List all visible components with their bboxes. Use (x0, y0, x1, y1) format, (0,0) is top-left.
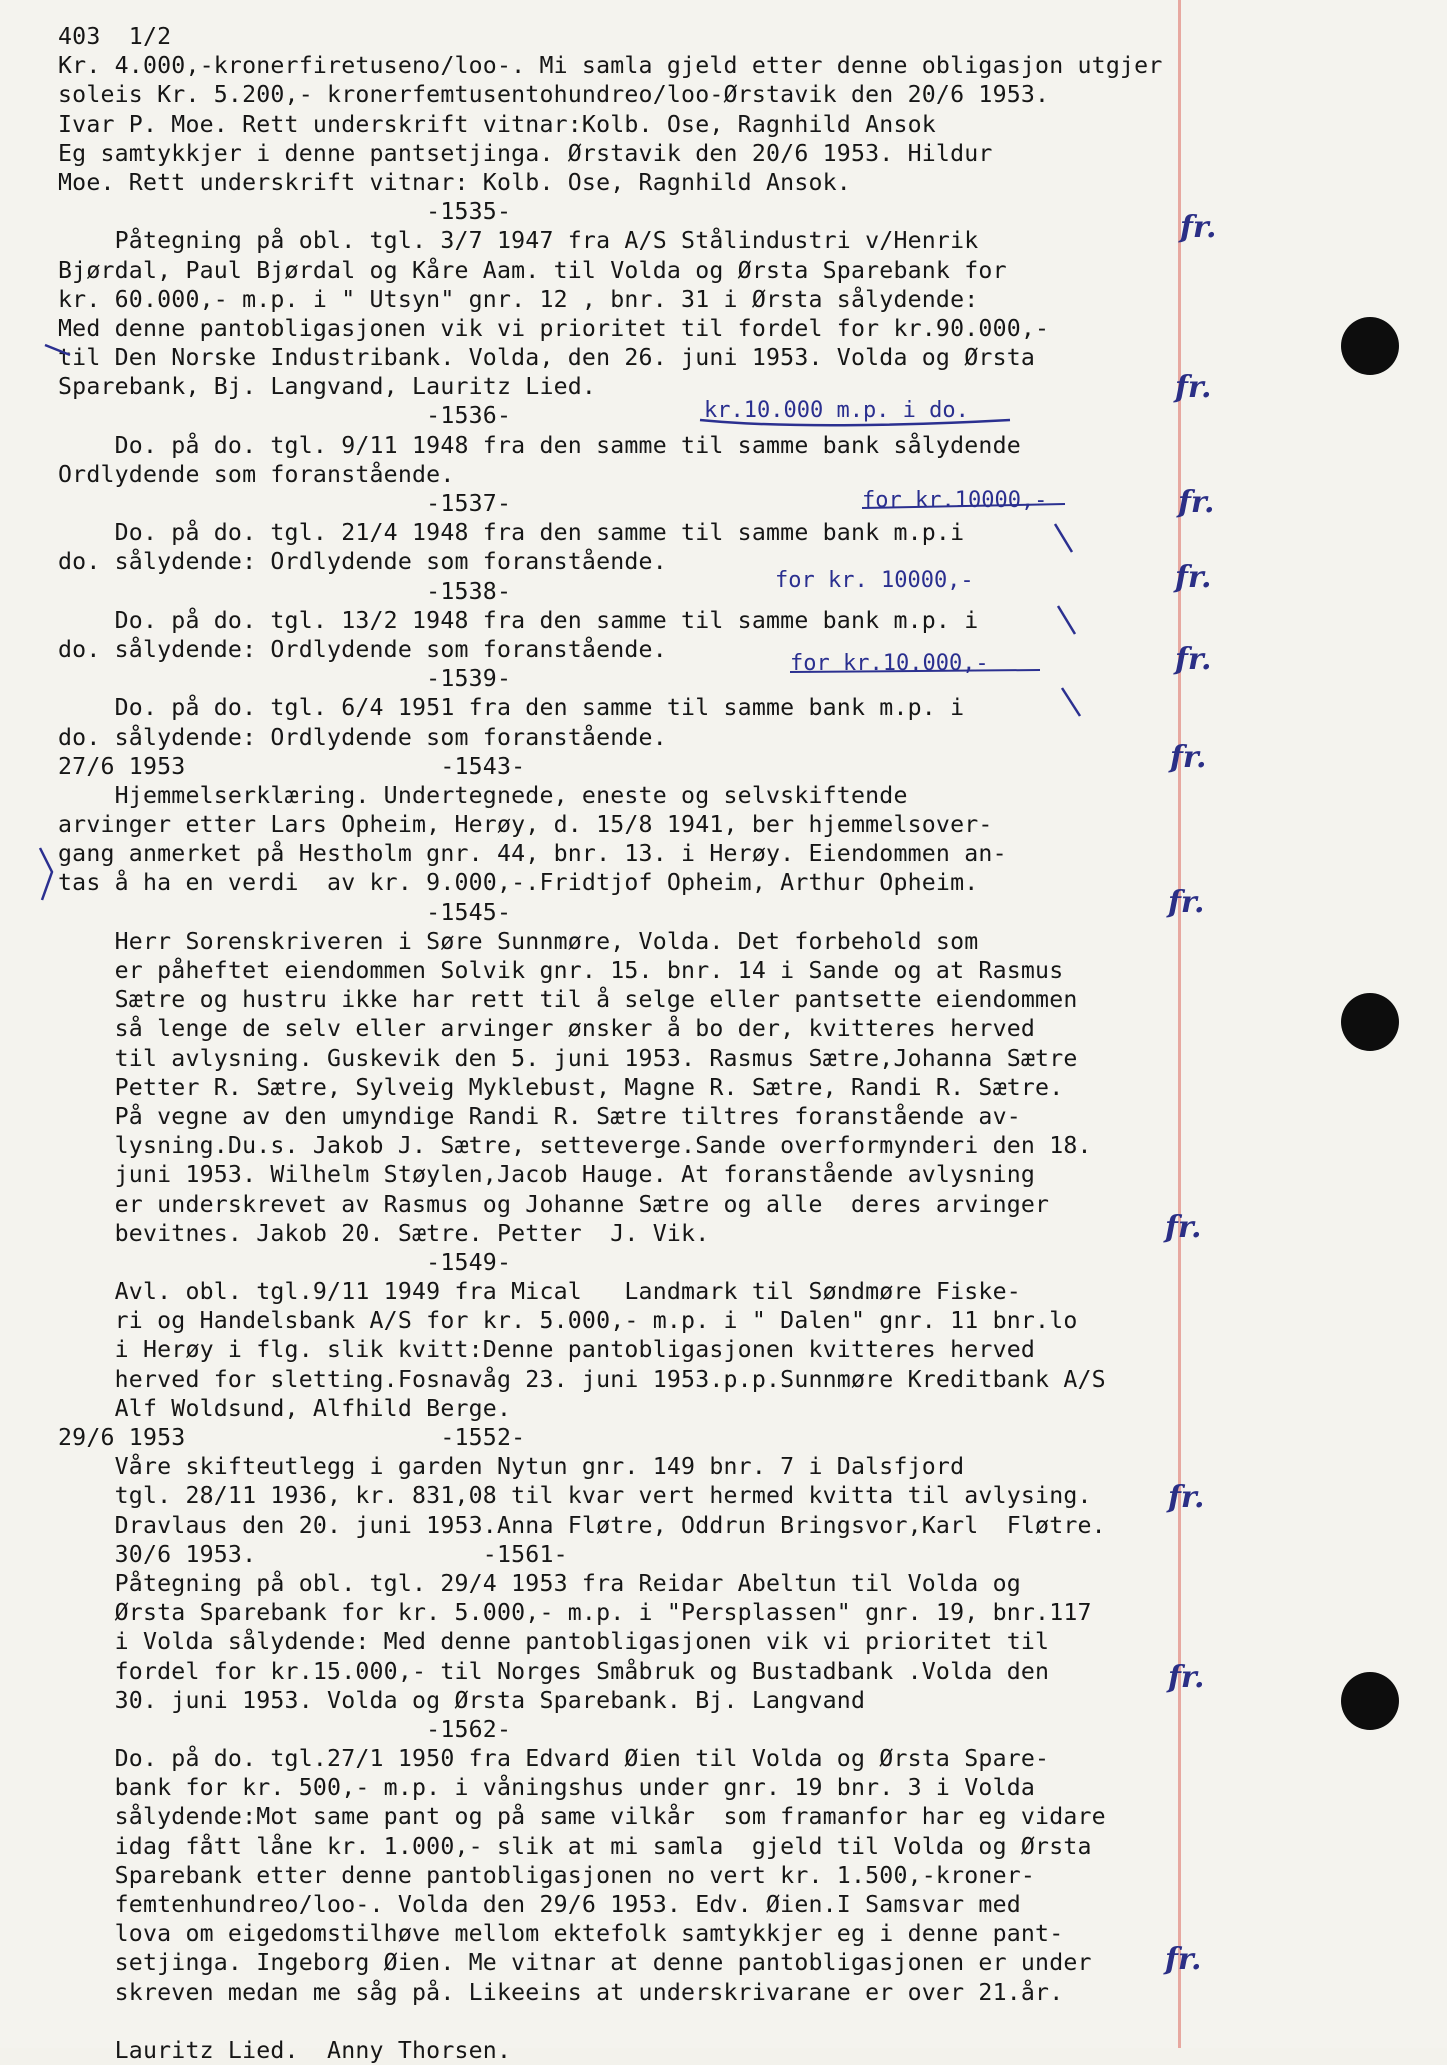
initials-1539: fr. (1175, 642, 1212, 677)
text-line: Påtegning på obl. tgl. 29/4 1953 fra Reidar Abeltun til Volda og (58, 1569, 1021, 1597)
text-line: Do. på do. tgl. 21/4 1948 fra den samme til samme bank m.p.i (58, 519, 965, 547)
text-line: Kr. 4.000,-kronerfiretuseno/loo-. Mi samla gjeld etter denne obligasjon utgjer (58, 52, 1163, 80)
text-line: Dravlaus den 20. juni 1953.Anna Fløtre, Oddrun Bringsvor,Karl Fløtre. (58, 1511, 1106, 1539)
text-line: er underskrevet av Rasmus og Johanne Sætre og alle deres arvinger (58, 1190, 1050, 1218)
ink-underline-1539 (790, 670, 1040, 672)
initials-1561: fr. (1168, 1660, 1205, 1695)
text-line: tgl. 28/11 1936, kr. 831,08 til kvar vert hermed kvitta til avlysing. (58, 1482, 1092, 1510)
text-line: do. sålydende: Ordlydende som foranstående. (58, 635, 667, 663)
text-line: bevitnes. Jakob 20. Sætre. Petter J. Vik. (58, 1219, 710, 1247)
text-line: Påtegning på obl. tgl. 3/7 1947 fra A/S Stålindustri v/Henrik (58, 227, 979, 255)
ink-margin-tick-1535 (45, 345, 70, 355)
text-line: sålydende:Mot same pant og på same vilkår som framanfor har eg vidare (58, 1803, 1106, 1831)
text-line: Do. på do. tgl.27/1 1950 fra Edvard Øien til Volda og Ørsta Spare- (58, 1745, 1050, 1773)
ink-strike-1539 (1062, 688, 1080, 716)
text-line: -1538- (58, 577, 512, 605)
ink-strike-1537 (1055, 524, 1072, 552)
text-line: Sætre og hustru ikke har rett til å selge eller pantsette eiendommen (58, 986, 1078, 1014)
text-line: Avl. obl. tgl.9/11 1949 fra Mical Landmark til Søndmøre Fiske- (58, 1278, 1021, 1306)
text-line: ri og Handelsbank A/S for kr. 5.000,- m.p. i " Dalen" gnr. 11 bnr.lo (58, 1307, 1078, 1335)
ink-margin-tick-1543 (40, 848, 52, 900)
text-line: Våre skifteutlegg i garden Nytun gnr. 149 bnr. 7 i Dalsfjord (58, 1453, 965, 1481)
text-line: På vegne av den umyndige Randi R. Sætre tiltres foranstående av- (58, 1102, 1021, 1130)
text-line: setjinga. Ingeborg Øien. Me vitnar at denne pantobligasjonen er under (58, 1949, 1092, 1977)
text-line: -1539- (58, 665, 512, 693)
text-line: 30/6 1953. -1561- (58, 1540, 568, 1568)
text-line: -1536- (58, 402, 512, 430)
text-line: Herr Sorenskriveren i Søre Sunnmøre, Volda. Det forbehold som (58, 927, 979, 955)
text-line: idag fått låne kr. 1.000,- slik at mi samla gjeld til Volda og Ørsta (58, 1832, 1092, 1860)
text-line: Ørsta Sparebank for kr. 5.000,- m.p. i "Persplassen" gnr. 19, bnr.117 (58, 1599, 1092, 1627)
text-line: Do. på do. tgl. 13/2 1948 fra den samme til samme bank m.p. i (58, 606, 979, 634)
text-line: Bjørdal, Paul Bjørdal og Kåre Aam. til Volda og Ørsta Sparebank for (58, 256, 1007, 284)
handwritten-note-1538: for kr. 10000,- (775, 568, 974, 593)
text-line: i Herøy i flg. slik kvitt:Denne pantobligasjonen kvitteres herved (58, 1336, 1036, 1364)
text-line: Ordlydende som foranstående. (58, 460, 455, 488)
text-line: Hjemmelserklæring. Undertegnede, eneste og selvskiftende (58, 781, 908, 809)
text-line: fordel for kr.15.000,- til Norges Småbruk og Bustadbank .Volda den (58, 1657, 1050, 1685)
initials-1549: fr. (1165, 1210, 1202, 1245)
text-line: -1545- (58, 898, 512, 926)
text-line: Sparebank etter denne pantobligasjonen no vert kr. 1.500,-kroner- (58, 1861, 1036, 1889)
initials-1535: fr. (1180, 210, 1217, 245)
text-line: Med denne pantobligasjonen vik vi prioritet til fordel for kr.90.000,- (58, 314, 1050, 342)
text-line: herved for sletting.Fosnavåg 23. juni 1953.p.p.Sunnmøre Kreditbank A/S (58, 1365, 1106, 1393)
text-line: Sparebank, Bj. Langvand, Lauritz Lied. (58, 373, 597, 401)
text-line: så lenge de selv eller arvinger ønsker å bo der, kvitteres herved (58, 1015, 1036, 1043)
text-line: Alf Woldsund, Alfhild Berge. (58, 1394, 512, 1422)
text-line: 27/6 1953 -1543- (58, 752, 526, 780)
text-line: juni 1953. Wilhelm Støylen,Jacob Hauge. At foranstående avlysning (58, 1161, 1036, 1189)
ink-underline-1537 (862, 504, 1065, 508)
text-line: lysning.Du.s. Jakob J. Sætre, setteverge.Sande overformynderi den 18. (58, 1132, 1092, 1160)
text-line: 29/6 1953 -1552- (58, 1424, 526, 1451)
text-line: er påheftet eiendommen Solvik gnr. 15. bnr. 14 i Sande og at Rasmus (58, 957, 1064, 984)
text-line: -1535- (58, 198, 512, 226)
text-line: do. sålydende: Ordlydende som foranstående. (58, 723, 667, 751)
text-line: Do. på do. tgl. 9/11 1948 fra den samme til samme bank sålydende (58, 431, 1021, 459)
text-line: gang anmerket på Hestholm gnr. 44, bnr. 13. i Herøy. Eiendommen an- (58, 840, 1007, 868)
text-line: bank for kr. 500,- m.p. i våningshus under gnr. 19 bnr. 3 i Volda (58, 1774, 1036, 1802)
page-number: 403 1/2 (58, 23, 172, 50)
text-line: -1549- (58, 1248, 512, 1276)
text-line: Lauritz Lied. Anny Thorsen. (58, 2036, 512, 2064)
initials-1536: fr. (1175, 370, 1212, 405)
text-line: Ivar P. Moe. Rett underskrift vitnar:Kolb. Ose, Ragnhild Ansok (58, 110, 936, 138)
handwritten-note-1536: kr.10.000 m.p. i do. (704, 398, 969, 423)
initials-1543: fr. (1170, 740, 1207, 775)
initials-1537: fr. (1178, 485, 1215, 520)
text-line: Do. på do. tgl. 6/4 1951 fra den samme til samme bank m.p. i (58, 694, 965, 722)
text-line: -1562- (58, 1715, 512, 1743)
ink-underline-1536 (700, 420, 1010, 425)
text-line: skreven medan me såg på. Likeeins at underskrivarane er over 21.år. (58, 1978, 1064, 2006)
text-line: Moe. Rett underskrift vitnar: Kolb. Ose, Ragnhild Ansok. (58, 168, 851, 196)
initials-1545: fr. (1168, 885, 1205, 920)
text-line: Petter R. Sætre, Sylveig Myklebust, Magne R. Sætre, Randi R. Sætre. (58, 1073, 1064, 1101)
initials-1562: fr. (1165, 1942, 1202, 1977)
initials-1538: fr. (1175, 560, 1212, 595)
text-line: til avlysning. Guskevik den 5. juni 1953. Rasmus Sætre,Johanna Sætre (58, 1044, 1078, 1072)
text-line: arvinger etter Lars Opheim, Herøy, d. 15/8 1941, ber hjemmelsover- (58, 811, 993, 839)
initials-1552: fr. (1168, 1480, 1205, 1515)
handwritten-note-1537: for kr.10000,- (862, 488, 1048, 513)
text-line: tas å ha en verdi av kr. 9.000,-.Fridtjof Opheim, Arthur Opheim. (58, 869, 979, 897)
handwritten-note-1539: for kr.10.000,- (790, 651, 989, 676)
text-line: i Volda sålydende: Med denne pantobligasjonen vik vi prioritet til (58, 1628, 1050, 1656)
text-line: til Den Norske Industribank. Volda, den 26. juni 1953. Volda og Ørsta (58, 344, 1036, 372)
text-line: lova om eigedomstilhøve mellom ektefolk samtykkjer eg i denne pant- (58, 1920, 1064, 1948)
ink-strike-1538 (1058, 606, 1075, 634)
text-line: -1537- (58, 490, 512, 517)
text-line: do. sålydende: Ordlydende som foranstående. (58, 548, 667, 576)
text-line: Eg samtykkjer i denne pantsetjinga. Ørstavik den 20/6 1953. Hildur (58, 139, 993, 167)
text-line: femtenhundreo/loo-. Volda den 29/6 1953. Edv. Øien.I Samsvar med (58, 1891, 1021, 1918)
text-line: 30. juni 1953. Volda og Ørsta Sparebank. Bj. Langvand (58, 1686, 866, 1714)
text-line: kr. 60.000,- m.p. i " Utsyn" gnr. 12 , bnr. 31 i Ørsta sålydende: (58, 285, 979, 313)
text-line: soleis Kr. 5.200,- kronerfemtusentohundreo/loo-Ørstavik den 20/6 1953. (58, 81, 1050, 109)
